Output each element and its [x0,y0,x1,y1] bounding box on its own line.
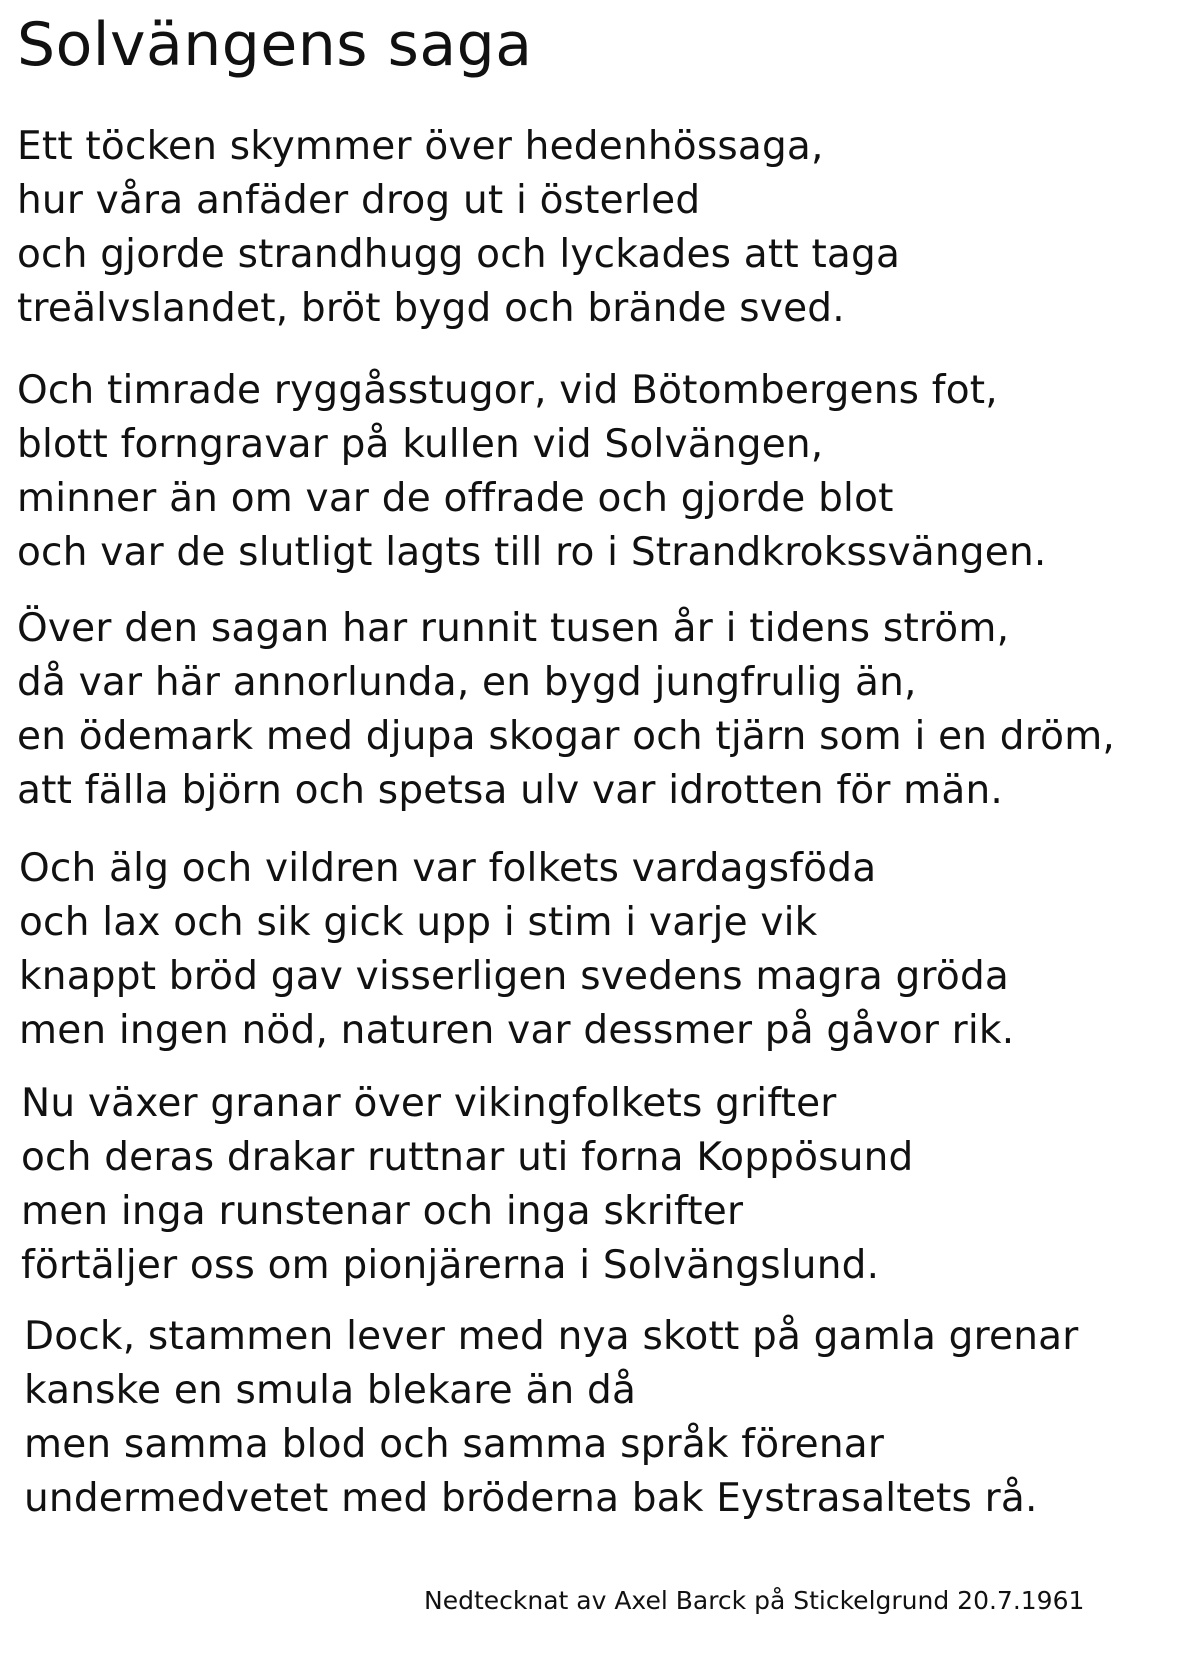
verse-line: Dock, stammen lever med nya skott på gamla grenar [24,1314,1079,1359]
stanza-5 [21,1077,914,1293]
stanza-1 [17,120,900,336]
verse-line: Och älg och vildren var folkets vardagsföda [19,846,877,891]
poem-title: Solvängens saga [17,10,533,80]
verse-line: och gjorde strandhugg och lyckades att taga [17,232,901,277]
verse-line: och deras drakar ruttnar uti forna Koppösund [21,1135,914,1180]
verse-line: och lax och sik gick upp i stim i varje vik [19,900,818,945]
verse-line: att fälla björn och spetsa ulv var idrotten för män. [17,768,1003,813]
stanza-6 [24,1310,1078,1526]
verse-line: minner än om var de offrade och gjorde blot [17,476,894,521]
verse-line: Över den sagan har runnit tusen år i tidens ström, [17,606,1010,651]
verse-line: då var här annorlunda, en bygd jungfrulig än, [17,660,917,705]
verse-line: Ett töcken skymmer över hedenhössaga, [17,124,824,169]
verse-line: undermedvetet med bröderna bak Eystrasaltets rå. [24,1476,1038,1521]
verse-line: blott forngravar på kullen vid Solvängen, [17,422,824,467]
verse-line: kanske en smula blekare än då [24,1368,637,1413]
author-signature: Nedtecknat av Axel Barck på Stickelgrund 20.7.1961 [424,1586,1085,1615]
verse-line: hur våra anfäder drog ut i österled [17,178,701,223]
verse-line: men ingen nöd, naturen var dessmer på gåvor rik. [19,1008,1015,1053]
verse-line: treälvslandet, bröt bygd och brände sved. [17,286,845,331]
verse-line: och var de slutligt lagts till ro i Strandkrokssvängen. [17,530,1047,575]
stanza-3 [17,602,1115,818]
verse-line: Och timrade ryggåsstugor, vid Bötombergens fot, [17,368,998,413]
verse-line: Nu växer granar över vikingfolkets grifter [21,1081,837,1126]
verse-line: förtäljer oss om pionjärerna i Solvängslund. [21,1243,880,1288]
verse-line: knappt bröd gav visserligen svedens magra gröda [19,954,1009,999]
stanza-4 [19,842,1014,1058]
stanza-2 [17,364,1046,580]
verse-line: men samma blod och samma språk förenar [24,1422,885,1467]
verse-line: en ödemark med djupa skogar och tjärn som i en dröm, [17,714,1115,759]
verse-line: men inga runstenar och inga skrifter [21,1189,744,1234]
